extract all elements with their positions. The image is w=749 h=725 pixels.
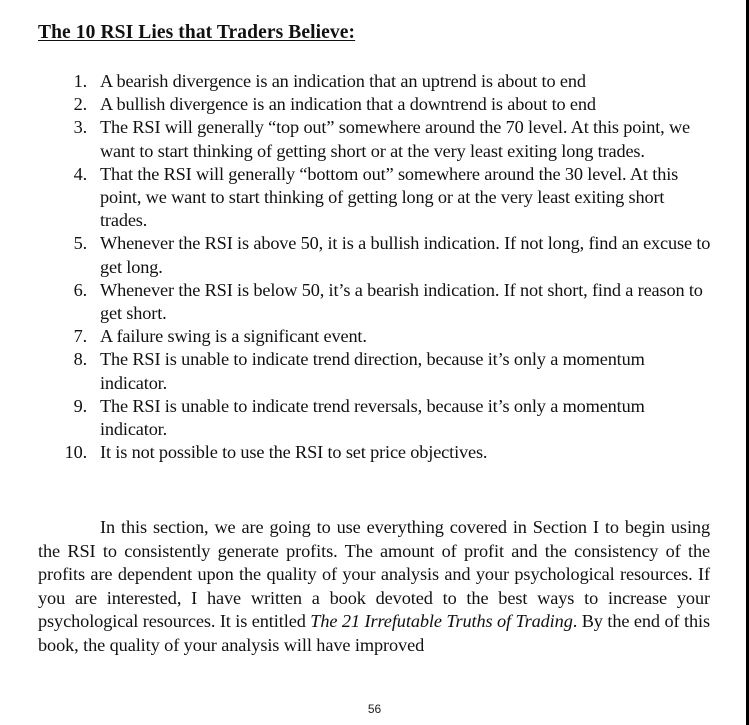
list-item-text: Whenever the RSI is below 50, it’s a bearish indication. If not short, find a reason to get short.	[100, 279, 703, 324]
list-item	[38, 348, 728, 394]
book-title: The 21 Irrefutable Truths of Trading	[310, 611, 573, 632]
list-item-text: It is not possible to use the RSI to set price objectives.	[100, 442, 488, 463]
list-item-number: 8.	[73, 349, 87, 370]
list-item-number: 3.	[73, 117, 87, 138]
list-item-text: The RSI is unable to indicate trend direction, because it’s only a momentum indicator.	[100, 349, 645, 393]
list-item	[38, 232, 728, 278]
page-number: 56	[367, 702, 382, 716]
list-item	[38, 70, 728, 93]
list-item	[38, 395, 728, 441]
list-item-number: 5.	[73, 233, 87, 254]
paragraph-text: . By the end of this book, the quality of your analysis will have improved	[38, 611, 710, 655]
list-item	[38, 279, 728, 325]
list-item-number: 7.	[73, 326, 87, 347]
list-item	[38, 116, 728, 162]
list-item-number: 10.	[64, 442, 87, 463]
list-item-number: 6.	[73, 279, 87, 300]
list-item-number: 2.	[73, 94, 87, 115]
list-item-text: A bearish divergence is an indication that an uptrend is about to end	[100, 71, 586, 91]
body-paragraph	[38, 516, 710, 658]
list-item-text: A failure swing is a significant event.	[100, 326, 367, 347]
list-item-text: That the RSI will generally “bottom out” somewhere around the 30 level. At this point, we want to start thinking of getting long or at the very least exiting short trades.	[100, 163, 679, 231]
paragraph-text: In this section, we are going to use everything covered in Section I to begin using the RSI to consistently generate profits. The amount of profit and the consistency of the profits are dependent upon the quality of your analysis and your psychological resources. If you are interested, I have written a book devoted to the best ways to increase your psychological resources. It is entitled	[38, 517, 710, 632]
rsi-lies-list	[38, 70, 728, 464]
list-item-text: A bullish divergence is an indication that a downtrend is about to end	[100, 94, 596, 115]
list-item-number: 1.	[73, 71, 87, 91]
list-item	[38, 93, 728, 116]
list-item-number: 9.	[73, 395, 87, 416]
list-item-number: 4.	[73, 163, 87, 184]
list-item	[38, 325, 728, 348]
list-item-text: Whenever the RSI is above 50, it is a bullish indication. If not long, find an excuse to get long.	[100, 233, 711, 277]
list-item-text: The RSI will generally “top out” somewhere around the 70 level. At this point, we want to start thinking of getting short or at the very least exiting long trades.	[100, 117, 690, 161]
list-item	[38, 163, 728, 233]
section-heading: The 10 RSI Lies that Traders Believe:	[38, 22, 356, 43]
list-item-text: The RSI is unable to indicate trend reversals, because it’s only a momentum indicator.	[100, 395, 645, 440]
list-item	[38, 441, 728, 464]
